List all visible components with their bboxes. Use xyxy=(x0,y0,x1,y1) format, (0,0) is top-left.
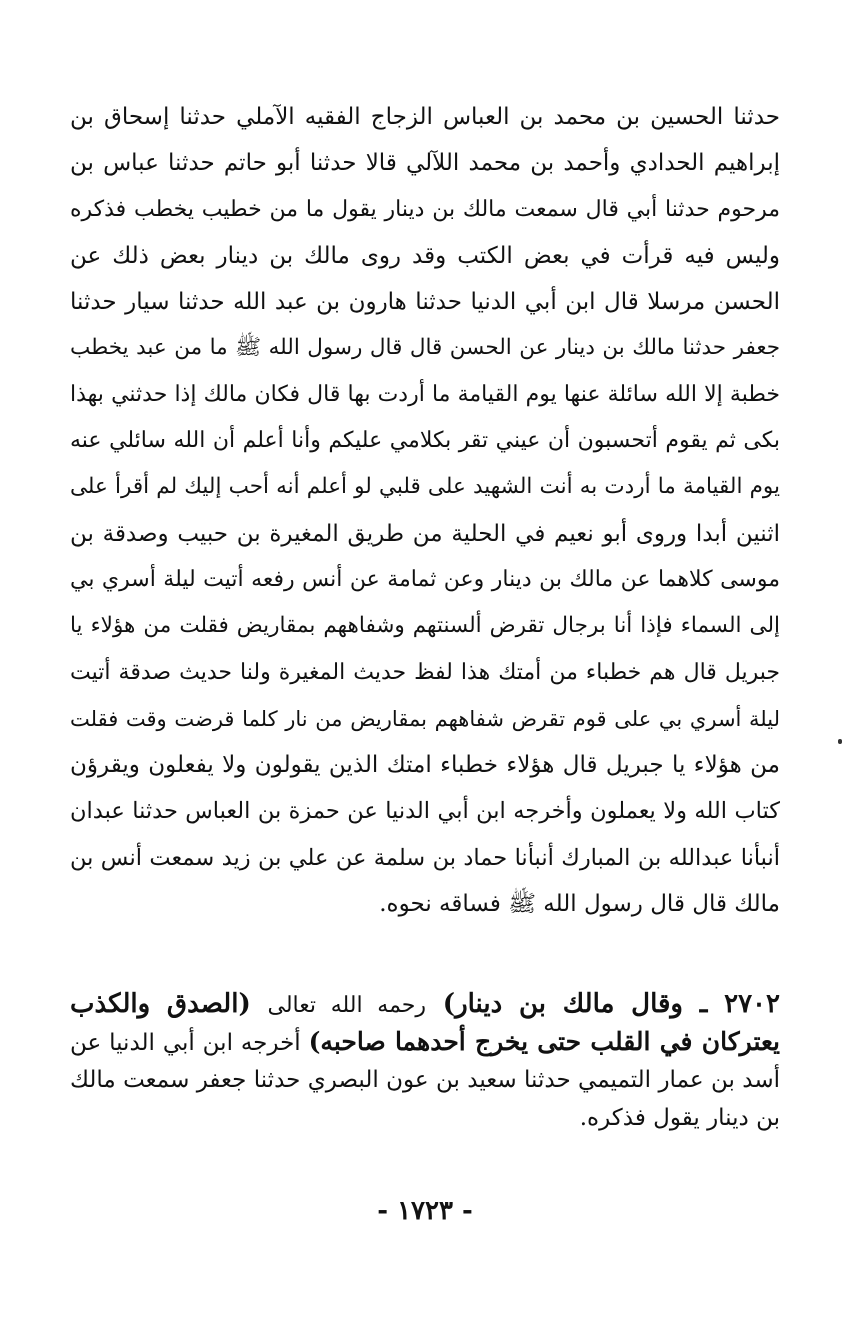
text-line: ليلة أسري بي على قوم تقرض شفاههم بمقاريض من نار كلما قرضت وقت فقلت xyxy=(70,706,780,731)
page-number: - ١٧٢٣ - xyxy=(377,1196,473,1226)
text-line: إلى السماء فإذا أنا برجال تقرض ألسنتهم وشفاههم بمقاريض فقلت من هؤلاء يا xyxy=(70,613,780,639)
text-line: بكى ثم يقوم أتحسبون أن عيني تقر بكلامي عليكم وأنا أعلم أن الله سائلي عنه xyxy=(70,428,780,454)
text-line: جعفر حدثنا مالك بن دينار عن الحسن قال قال رسول الله ﷺ ما من عبد يخطب xyxy=(70,335,780,361)
text-line: خطبة إلا الله سائلة عنها يوم القيامة ما أردت بها قال فكان مالك إذا حدثني بهذا xyxy=(70,381,780,407)
text-line: حدثنا الحسين بن محمد بن العباس الزجاج الفقيه الآملي حدثنا إسحاق بن xyxy=(70,104,780,130)
main-paragraph xyxy=(70,94,780,927)
entry-heading-honorific: رحمه الله تعالى xyxy=(267,993,427,1018)
text-line: من هؤلاء يا جبريل قال هؤلاء خطباء امتك الذين يقولون ولا يفعلون ويقرؤن xyxy=(70,752,780,779)
entry-heading-intro: ـ وقال مالك بن دينار) xyxy=(442,989,708,1019)
entry-number: ٢٧٠٢ xyxy=(724,989,780,1019)
text-line: مرحوم حدثنا أبي قال سمعت مالك بن دينار يقول ما من خطيب يخطب فذكره xyxy=(70,196,780,222)
entry-heading-quote-start: (الصدق والكذب xyxy=(70,989,251,1019)
text-line: إبراهيم الحدادي وأحمد بن محمد اللآلي قالا حدثنا أبو حاتم حدثنا عباس بن xyxy=(70,150,780,177)
text-line: كتاب الله ولا يعملون وأخرجه ابن أبي الدنيا عن حمزة بن العباس حدثنا عبدان xyxy=(70,798,780,825)
text-line: جبريل قال هم خطباء من أمتك هذا لفظ حديث المغيرة ولنا حديث صدقة أتيت xyxy=(70,659,780,685)
text-line: وليس فيه قرأت في بعض الكتب وقد روى مالك بن دينار بعض ذلك عن xyxy=(70,242,780,269)
margin-dot xyxy=(838,739,842,744)
entry-heading-line xyxy=(70,985,780,1023)
text-line: مالك قال قال رسول الله ﷺ فساقه نحوه. xyxy=(379,891,780,918)
text-line: الحسن مرسلا قال ابن أبي الدنيا حدثنا هارون بن عبد الله حدثنا سيار حدثنا xyxy=(70,289,780,316)
text-line: يوم القيامة ما أردت به أنت الشهيد على قلبي لو أعلم أنه أحب إليك لم أقرأ على xyxy=(70,474,780,500)
entry-source-intro: أخرجه ابن أبي الدنيا عن xyxy=(70,1030,301,1056)
text-line: اثنين أبدا وروى أبو نعيم في الحلية من طريق المغيرة بن حبيب وصدقة بن xyxy=(70,520,780,547)
entry-quote-line xyxy=(70,1023,780,1061)
text-line: موسى كلاهما عن مالك بن دينار وعن ثمامة عن أنس رفعه أتيت ليلة أسري بي xyxy=(70,566,780,592)
text-line: أنبأنا عبدالله بن المبارك أنبأنا حماد بن سلمة عن علي بن زيد سمعت أنس بن xyxy=(70,844,780,871)
text-line: بن دينار يقول فذكره. xyxy=(579,1105,780,1131)
text-line: أسد بن عمار التميمي حدثنا سعيد بن عون البصري حدثنا جعفر سمعت مالك xyxy=(70,1067,780,1093)
entry-2702 xyxy=(70,985,780,1137)
entry-quote-end: يعتركان في القلب حتى يخرج أحدهما صاحبه) xyxy=(308,1027,780,1056)
